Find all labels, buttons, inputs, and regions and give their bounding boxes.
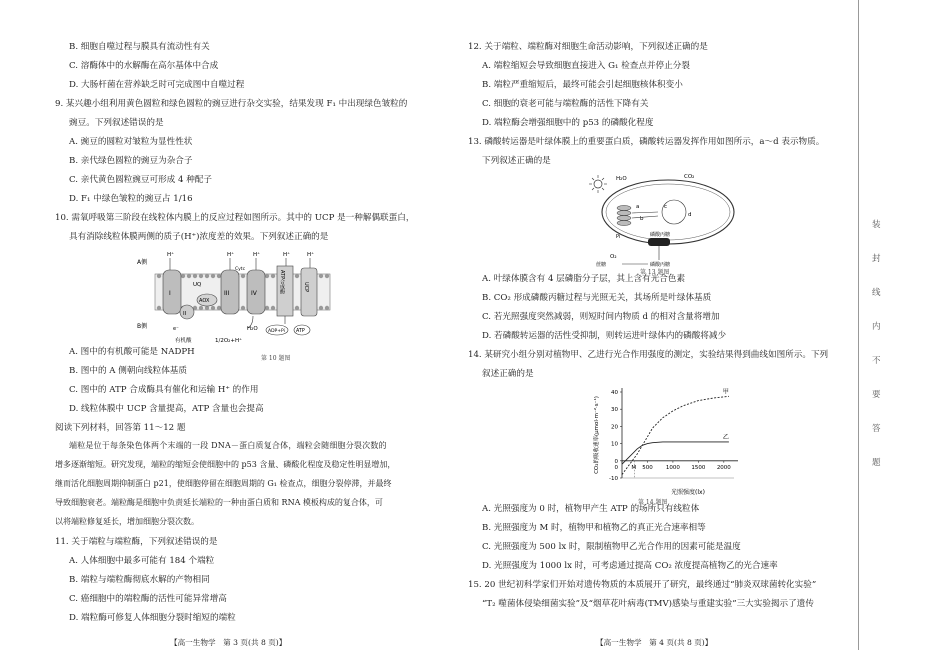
option-11b: B. 端粒与端粒酶彻底水解的产物相同 [69, 575, 210, 585]
calvin-cycle [662, 200, 686, 224]
left-page-footer: 【高一生物学 第 3 页(共 8 页)】 [170, 638, 287, 647]
passage-line-1: 端粒是位于每条染色体两个末端的一段 DNA－蛋白质复合体，端粒会随细胞分裂次数的 [69, 441, 387, 450]
thylakoid-stack [617, 206, 631, 226]
option-12d: D. 端粒酶会增强细胞中的 p53 的磷酸化程度 [482, 118, 654, 128]
margin-char-7: 答 [872, 424, 881, 434]
figure-10 [135, 246, 345, 356]
triose-label: 磷酸丙糖 [650, 262, 671, 268]
question-11-stem: 11. 关于端粒与端粒酶，下列叙述错误的是 [55, 537, 218, 547]
option-10b: B. 图中的 A 侧朝向线粒体基质 [69, 366, 187, 376]
oxygen-label: 1/2O₂+H⁺ [215, 338, 243, 344]
transporter [648, 238, 670, 246]
option-10a: A. 图中的有机酸可能是 NADPH [69, 347, 195, 357]
option-12b: B. 端粒严重缩短后，最终可能会引起细胞核体积变小 [482, 80, 683, 90]
passage-line-2: 增多逐渐缩短。研究发现，端粒的缩短会使细胞中的 p53 含量、磷酸化程度及稳定性明显增加， [55, 460, 396, 469]
atp-synthase-label: ATP合成酶 [279, 270, 285, 295]
option-11d: D. 端粒酶可修复人体细胞分裂时缩短的端粒 [69, 613, 236, 623]
chart-svg [588, 382, 748, 500]
water-label: H₂O [247, 326, 258, 332]
binding-margin [858, 0, 950, 650]
option-13b: B. CO₂ 形成磷酸丙糖过程与光照无关，其场所是叶绿体基质 [482, 293, 712, 303]
transporter-label: 磷酸丙糖 [650, 232, 671, 238]
h2o-label: H₂O [616, 176, 627, 182]
question-9-stem: 9. 某兴趣小组利用黄色圆粒和绿色圆粒的豌豆进行杂交实验，结果发现 F₁ 中出现绿色皱粒的 [55, 99, 408, 109]
margin-char-1: 装 [872, 220, 881, 230]
proton-label-4: H⁺ [283, 252, 291, 258]
margin-char-3: 线 [872, 288, 881, 298]
figure-14-chart [588, 382, 748, 500]
margin-char-2: 封 [872, 254, 881, 264]
option-9d: D. F₁ 中绿色皱粒的豌豆占 1/16 [69, 194, 193, 204]
complex-iii-label: III [224, 290, 230, 297]
electron-label: e⁻ [173, 326, 179, 332]
question-15-stem-cont: “T₂ 噬菌体侵染细菌实验”及“烟草花叶病毒(TMV)感染与重建实验”三大实验揭示了遗传 [482, 599, 814, 609]
question-12-stem: 12. 关于端粒、端粒酶对细胞生命活动影响，下列叙述正确的是 [468, 42, 708, 52]
label-b: b [640, 216, 644, 222]
y-tick-label: 40 [611, 390, 618, 396]
option-14b: B. 光照强度为 M 时，植物甲和植物乙的真正光合速率相等 [482, 523, 706, 533]
proton-label-2: H⁺ [227, 252, 235, 258]
option-11c: C. 癌细胞中的端粒酶的活性可能异常增高 [69, 594, 227, 604]
binding-line [858, 0, 859, 650]
question-9-stem-cont: 豌豆。下列叙述错误的是 [69, 118, 164, 128]
complex-i [163, 270, 181, 314]
series-line-1 [622, 396, 729, 474]
question-13-stem-cont: 下列叙述正确的是 [482, 156, 551, 166]
proton-label-1: H⁺ [167, 252, 175, 258]
y-tick-label: 0 [614, 458, 618, 465]
option-10d: D. 线粒体膜中 UCP 含量提高，ATP 含量也会提高 [69, 404, 264, 414]
side-b-label: B侧 [137, 323, 148, 330]
o2-label: O₂ [610, 254, 617, 260]
option-14c: C. 光照强度为 500 lx 时，限制植物甲乙光合作用的因素可能是温度 [482, 542, 741, 552]
option-8b: B. 细胞自噬过程与膜具有流动性有关 [69, 42, 210, 52]
figure-13-caption: 第 13 题图 [640, 269, 670, 276]
atp-label: ATP [296, 329, 305, 334]
option-8d: D. 大肠杆菌在营养缺乏时可完成图中自噬过程 [69, 80, 245, 90]
complex-i-label: I [169, 290, 171, 297]
option-14d: D. 光照强度为 1000 lx 时，可考虑通过提高 CO₂ 浓度提高植物乙的光合速率 [482, 561, 778, 571]
option-10c: C. 图中的 ATP 合成酶具有催化和运输 H⁺ 的作用 [69, 385, 259, 395]
right-page [468, 0, 853, 650]
reading-instruction: 阅读下列材料，回答第 11～12 题 [55, 423, 186, 433]
x-axis-label: 光照强度(lx) [671, 489, 705, 496]
adp-label: ADP+Pi [268, 329, 285, 334]
x-tick-label: 500 [642, 464, 653, 471]
option-14a: A. 光照强度为 0 时，植物甲产生 ATP 的场所只有线粒体 [482, 504, 700, 514]
sun-icon [589, 175, 607, 193]
left-page [55, 0, 445, 650]
right-page-footer: 【高一生物学 第 4 页(共 8 页)】 [596, 638, 713, 647]
passage-line-5: 以将端粒修复延长，增加细胞分裂次数。 [55, 517, 199, 526]
sucrose-label: 蔗糖 [596, 262, 607, 268]
series-label-2: 乙 [722, 433, 729, 441]
y-tick-label: 30 [611, 407, 618, 414]
margin-char-4: 内 [872, 322, 881, 332]
complex-ii-label: II [183, 311, 187, 317]
proton-label-3: H⁺ [253, 252, 261, 258]
question-14-stem: 14. 某研究小组分别对植物甲、乙进行光合作用强度的测定，实验结果得到曲线如图所示。下列 [468, 350, 829, 360]
option-13a: A. 叶绿体膜含有 4 层磷脂分子层，其上含有光合色素 [482, 274, 686, 284]
label-a: a [636, 204, 640, 210]
option-8c: C. 溶酶体中的水解酶在高尔基体中合成 [69, 61, 219, 71]
question-10-stem: 10. 需氧呼吸第三阶段在线粒体内膜上的反应过程如图所示。其中的 UCP 是一种解偶联蛋白， [55, 213, 415, 223]
y-tick-label: 20 [611, 424, 618, 431]
label-d: d [688, 212, 692, 218]
organic-acid-label: 有机酸 [175, 338, 192, 344]
figure-14-caption: 第 14 题图 [638, 499, 668, 506]
y-axis-label: CO₂的吸收速率(μmol·m⁻²·s⁻¹) [594, 396, 600, 474]
pi-label: Pi [616, 234, 621, 240]
margin-char-8: 题 [872, 458, 881, 468]
question-13-stem: 13. 磷酸转运器是叶绿体膜上的重要蛋白质，磷酸转运器发挥作用如图所示，a～d 表示物质。 [468, 137, 825, 147]
uq-label: UQ [193, 282, 202, 288]
question-14-stem-cont: 叙述正确的是 [482, 369, 534, 379]
question-10-stem-cont: 具有消除线粒体膜两侧的质子(H⁺)浓度差的效果。下列叙述正确的是 [69, 232, 329, 242]
passage-line-3: 继而活化细胞周期抑制蛋白 p21，使细胞停留在细胞周期的 G₁ 检查点，细胞分裂停滞，并最终 [55, 479, 392, 488]
proton-label-5: H⁺ [307, 252, 315, 258]
option-12a: A. 端粒缩短会导致细胞直接进入 G₁ 检查点并停止分裂 [482, 61, 690, 71]
option-13d: D. 若磷酸转运器的活性受抑制，则转运进叶绿体内的磷酸将减少 [482, 331, 727, 341]
option-12c: C. 细胞的衰老可能与端粒酶的活性下降有关 [482, 99, 649, 109]
option-13c: C. 若光照强度突然减弱，则短时间内物质 d 的相对含量将增加 [482, 312, 720, 322]
option-11a: A. 人体细胞中最多可能有 184 个端粒 [69, 556, 215, 566]
co2-label: CO₂ [684, 174, 695, 180]
x-tick-label: 2000 [716, 464, 731, 471]
option-9c: C. 亲代黄色圆粒豌豆可形成 4 种配子 [69, 175, 212, 185]
figure-13 [588, 168, 738, 268]
marker-m-label: M [631, 464, 637, 471]
y-tick-label: -10 [609, 476, 618, 482]
series-label-1: 甲 [722, 388, 729, 396]
side-a-label: A侧 [137, 259, 148, 266]
x-tick-label: 1000 [665, 464, 680, 471]
aox-label: AOX [199, 298, 210, 304]
ucp-label: UCP [303, 282, 309, 293]
passage-line-4: 导致细胞衰老。端粒酶是细胞中负责延长端粒的一种由蛋白质和 RNA 模板构成的复合体，可 [55, 498, 383, 507]
x-tick-label: 1500 [691, 464, 706, 471]
option-9a: A. 豌豆的圆粒对皱粒为显性性状 [69, 137, 193, 147]
margin-char-5: 不 [872, 356, 881, 366]
x-origin-label: 0 [614, 464, 618, 471]
cytc-label: Cytc [235, 267, 246, 272]
question-15-stem: 15. 20 世纪初科学家们开始对遗传物质的本质展开了研究，最终通过“肺炎双球菌转化实验” [468, 580, 817, 590]
complex-iv-label: IV [251, 290, 257, 297]
figure-10-caption: 第 10 题图 [261, 355, 291, 362]
margin-char-6: 要 [872, 390, 881, 400]
label-c: c [664, 204, 668, 210]
y-tick-label: 10 [611, 441, 618, 448]
option-9b: B. 亲代绿色圆粒的豌豆为杂合子 [69, 156, 193, 166]
